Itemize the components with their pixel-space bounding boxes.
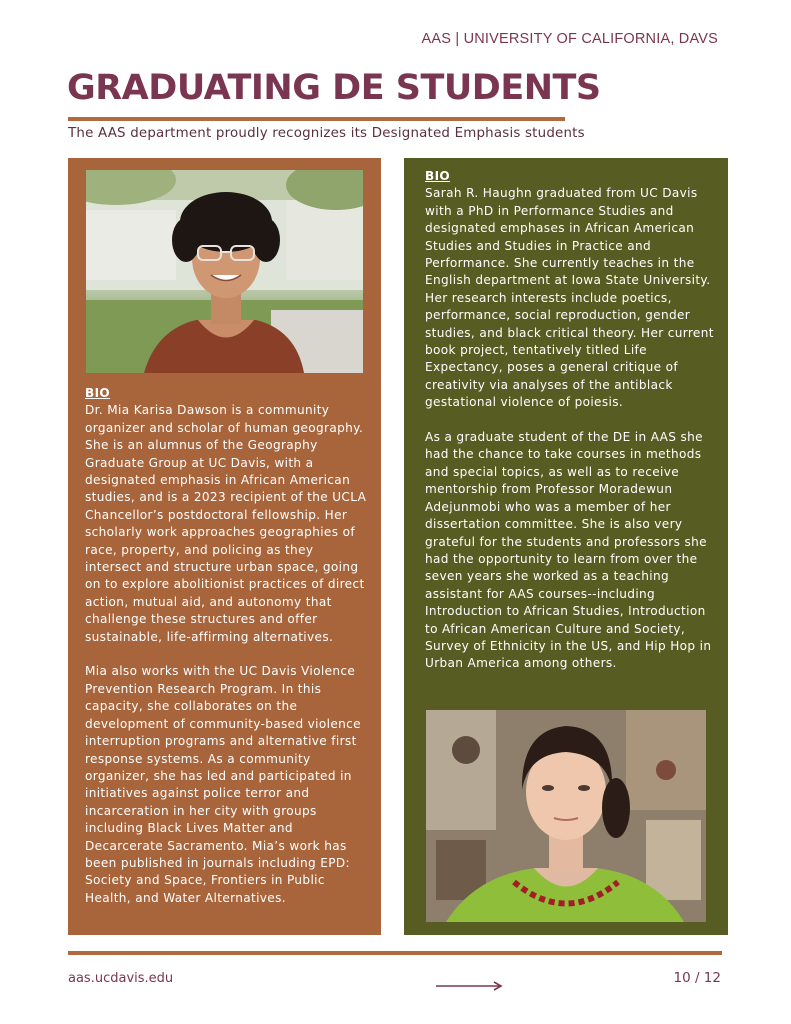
page-indicator: 10 / 12 xyxy=(673,970,721,986)
page-title: GRADUATING DE STUDENTS xyxy=(67,68,601,108)
bio-label: BIO xyxy=(85,386,111,400)
footer-divider xyxy=(68,951,722,955)
student-portrait-photo xyxy=(426,710,706,922)
footer-url[interactable]: aas.ucdavis.edu xyxy=(68,971,174,986)
portrait-illustration xyxy=(426,710,706,922)
right-bio xyxy=(425,168,721,690)
arrow-right-icon[interactable] xyxy=(436,980,504,992)
portrait-illustration xyxy=(86,170,363,373)
title-divider xyxy=(68,117,565,121)
student-portrait-photo xyxy=(86,170,363,373)
bio-paragraph: Dr. Mia Karisa Dawson is a community organizer and scholar of human geography. She is an alumnus of the Geography Graduate Group at UC Davis, with a designated emphasis in African American studies, and is a 2023 recipient of the UCLA Chancellor’s postdoctoral fellowship. Her scholarly work approaches geographies of race, property, and policing as they intersect and structure urban space, going on to explore abolitionist practices of direct action, mutual aid, and autonomy that challenge these structures and offer sustainable, life-affirming alternatives. xyxy=(85,403,367,644)
bio-paragraph: Sarah R. Haughn graduated from UC Davis with a PhD in Performance Studies and designated emphases in African American Studies and Studies in Practice and Performance. She currently teaches in the English department at Iowa State University. Her research interests include poetics, performance, social reproduction, gender studies, and black critical theory. Her current book project, tentatively titled Life Expectancy, poses a general critique of creativity via analyses of the antiblack gestational violence of poiesis. xyxy=(425,186,714,410)
bio-label: BIO xyxy=(425,169,451,183)
student-card-left xyxy=(68,158,381,935)
bio-paragraph: As a graduate student of the DE in AAS she had the chance to take courses in methods and special topics, as well as to receive mentorship from Professor Moradewun Adejunmobi who was a member of her dissertation committee. She is also very grateful for the students and professors she had the opportunity to learn from over the seven years she worked as a teaching assistant for AAS courses--including Introduction to African Studies, Introduction to African American Culture and Society, Survey of Ethnicity in the US, and Hip Hop in Urban America among others. xyxy=(425,430,712,671)
student-card-right xyxy=(404,158,728,935)
header-org: AAS | UNIVERSITY OF CALIFORNIA, DAVS xyxy=(421,31,718,47)
page-subtitle: The AAS department proudly recognizes its Designated Emphasis students xyxy=(68,126,585,141)
left-bio xyxy=(85,385,371,925)
bio-paragraph: Mia also works with the UC Davis Violence Prevention Research Program. In this capacity, she collaborates on the development of community-based violence interruption programs and alternative first response systems. As a community organizer, she has led and participated in initiatives against police terror and incarceration in her city with groups including Black Lives Matter and Decarcerate Sacramento. Mia’s work has been published in journals including EPD: Society and Space, Frontiers in Public Health, and Water Alternatives. xyxy=(85,664,361,905)
